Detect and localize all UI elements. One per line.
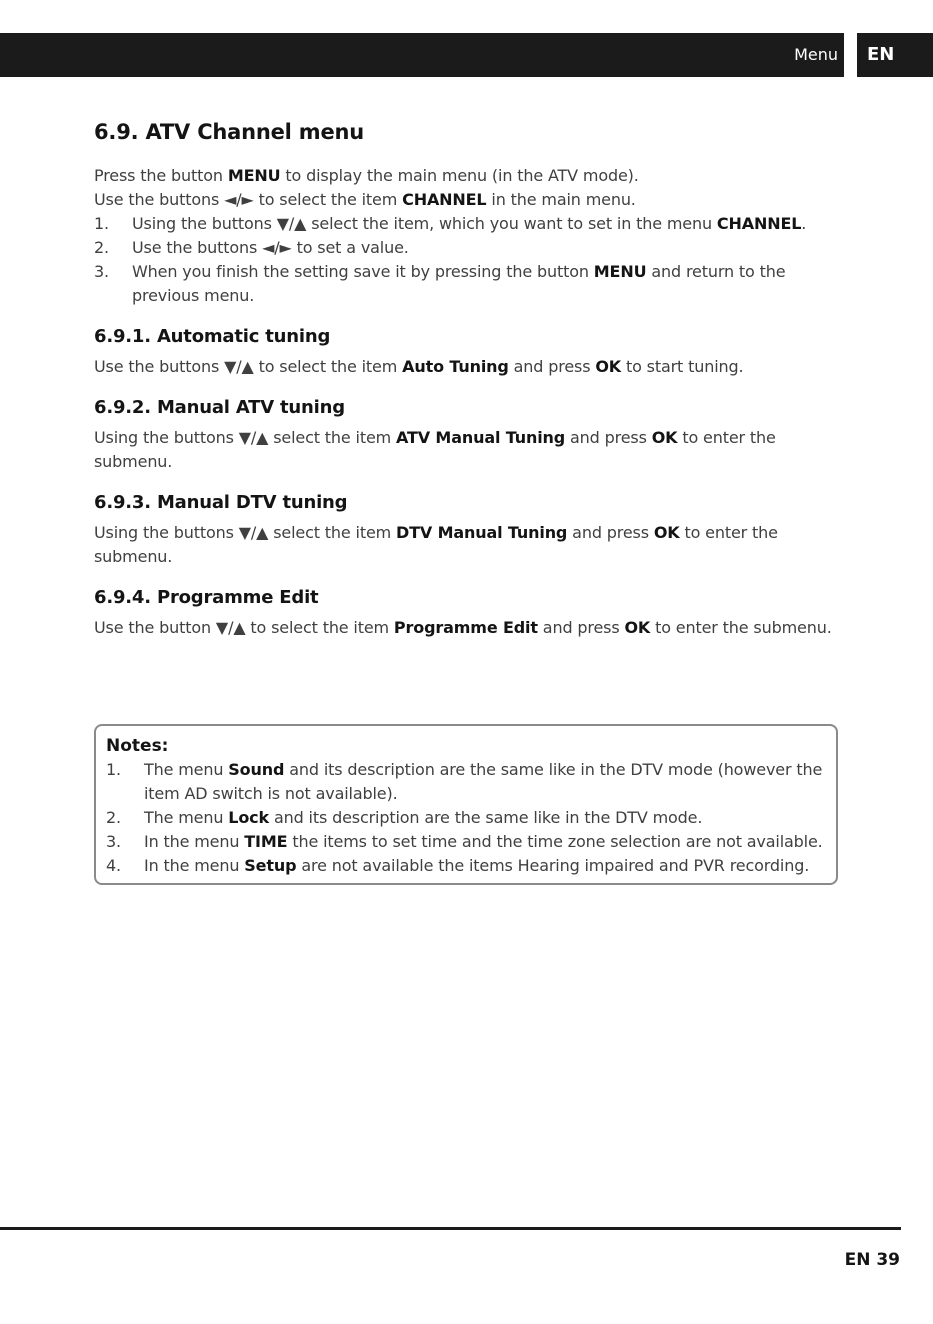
text: When you finish the setting save it by pressing the button (132, 262, 594, 281)
bold-term: Programme Edit (393, 618, 538, 637)
text: to enter the submenu. (650, 618, 832, 637)
list-item (106, 830, 826, 854)
section-text (94, 355, 844, 379)
bold-term: OK (651, 428, 678, 447)
item-number: 2. (106, 808, 121, 827)
bold-term: CHANNEL (716, 214, 802, 233)
bold-term: OK (653, 523, 680, 542)
text: Press the button (94, 166, 228, 185)
text: are not available the items Hearing impaired and PVR recording. (296, 856, 810, 875)
text: . (801, 214, 807, 233)
item-number: 1. (94, 214, 109, 233)
bold-term: Sound (228, 760, 285, 779)
bold-term: Auto Tuning (402, 357, 509, 376)
text: Use the button ▼/▲ to select the item (94, 618, 394, 637)
text: and its description are the same like in the DTV mode (however the item AD switch is not available). (144, 760, 823, 803)
section-text (94, 426, 844, 474)
text: and press (565, 428, 652, 447)
section-title: 6.9.1. Automatic tuning (94, 326, 331, 347)
bold-term: CHANNEL (402, 190, 487, 209)
text: the items to set time and the time zone selection are not available. (287, 832, 823, 851)
text: Use the buttons ▼/▲ to select the item (94, 357, 403, 376)
section-text (94, 521, 844, 569)
section-programme-edit (94, 587, 844, 640)
notes-list (106, 758, 826, 878)
bold-term: OK (624, 618, 651, 637)
section-text (94, 616, 844, 640)
text: and press (537, 618, 625, 637)
text: The menu (144, 808, 229, 827)
text: to enter the submenu. (94, 428, 776, 471)
bold-term: TIME (244, 832, 288, 851)
item-number: 4. (106, 856, 121, 875)
text: and return to the previous menu. (132, 262, 786, 305)
section-manual-atv-tuning (94, 397, 844, 474)
text: to start tuning. (621, 357, 744, 376)
text: to display the main menu (in the ATV mode). (280, 166, 639, 185)
header-bar (0, 33, 844, 77)
bold-term: Setup (244, 856, 297, 875)
text: In the menu (144, 832, 245, 851)
bold-term: MENU (227, 166, 281, 185)
section-title: 6.9.4. Programme Edit (94, 587, 319, 608)
bold-term: Lock (228, 808, 270, 827)
text: in the main menu. (486, 190, 636, 209)
text: The menu (144, 760, 229, 779)
item-number: 1. (106, 760, 121, 779)
section-label: Menu (794, 45, 838, 64)
item-number: 3. (94, 262, 109, 281)
language-tab (857, 33, 933, 77)
page-number: EN 39 (844, 1250, 900, 1270)
bold-term: ATV Manual Tuning (396, 428, 566, 447)
list-item (94, 260, 844, 308)
bold-term: DTV Manual Tuning (396, 523, 568, 542)
text: and its description are the same like in the DTV mode. (269, 808, 703, 827)
intro-line (94, 188, 844, 212)
section-title: 6.9.3. Manual DTV tuning (94, 492, 348, 513)
text: and press (567, 523, 654, 542)
footer-divider (0, 1227, 901, 1230)
list-item (94, 212, 844, 236)
intro-line (94, 164, 844, 188)
text: and press (508, 357, 596, 376)
text: Using the buttons ▼/▲ select the item (94, 523, 397, 542)
notes-box (94, 724, 838, 885)
bold-term: OK (595, 357, 622, 376)
section-title: 6.9.2. Manual ATV tuning (94, 397, 345, 418)
main-content (94, 120, 844, 640)
list-item (106, 806, 826, 830)
steps-list (94, 212, 844, 308)
item-number: 2. (94, 238, 109, 257)
text: Use the buttons ◄/► to select the item (94, 190, 403, 209)
list-item (94, 236, 844, 260)
text: Using the buttons ▼/▲ select the item (94, 428, 397, 447)
item-number: 3. (106, 832, 121, 851)
notes-title: Notes: (106, 736, 169, 756)
text: to enter the submenu. (94, 523, 778, 566)
language-label: EN (867, 44, 895, 65)
text: Using the buttons ▼/▲ select the item, which you want to set in the menu (132, 214, 717, 233)
page-title: 6.9. ATV Channel menu (94, 120, 365, 144)
text: In the menu (144, 856, 245, 875)
text: Use the buttons ◄/► to set a value. (132, 238, 409, 257)
list-item (106, 758, 826, 806)
section-manual-dtv-tuning (94, 492, 844, 569)
section-automatic-tuning (94, 326, 844, 379)
list-item (106, 854, 826, 878)
bold-term: MENU (593, 262, 647, 281)
